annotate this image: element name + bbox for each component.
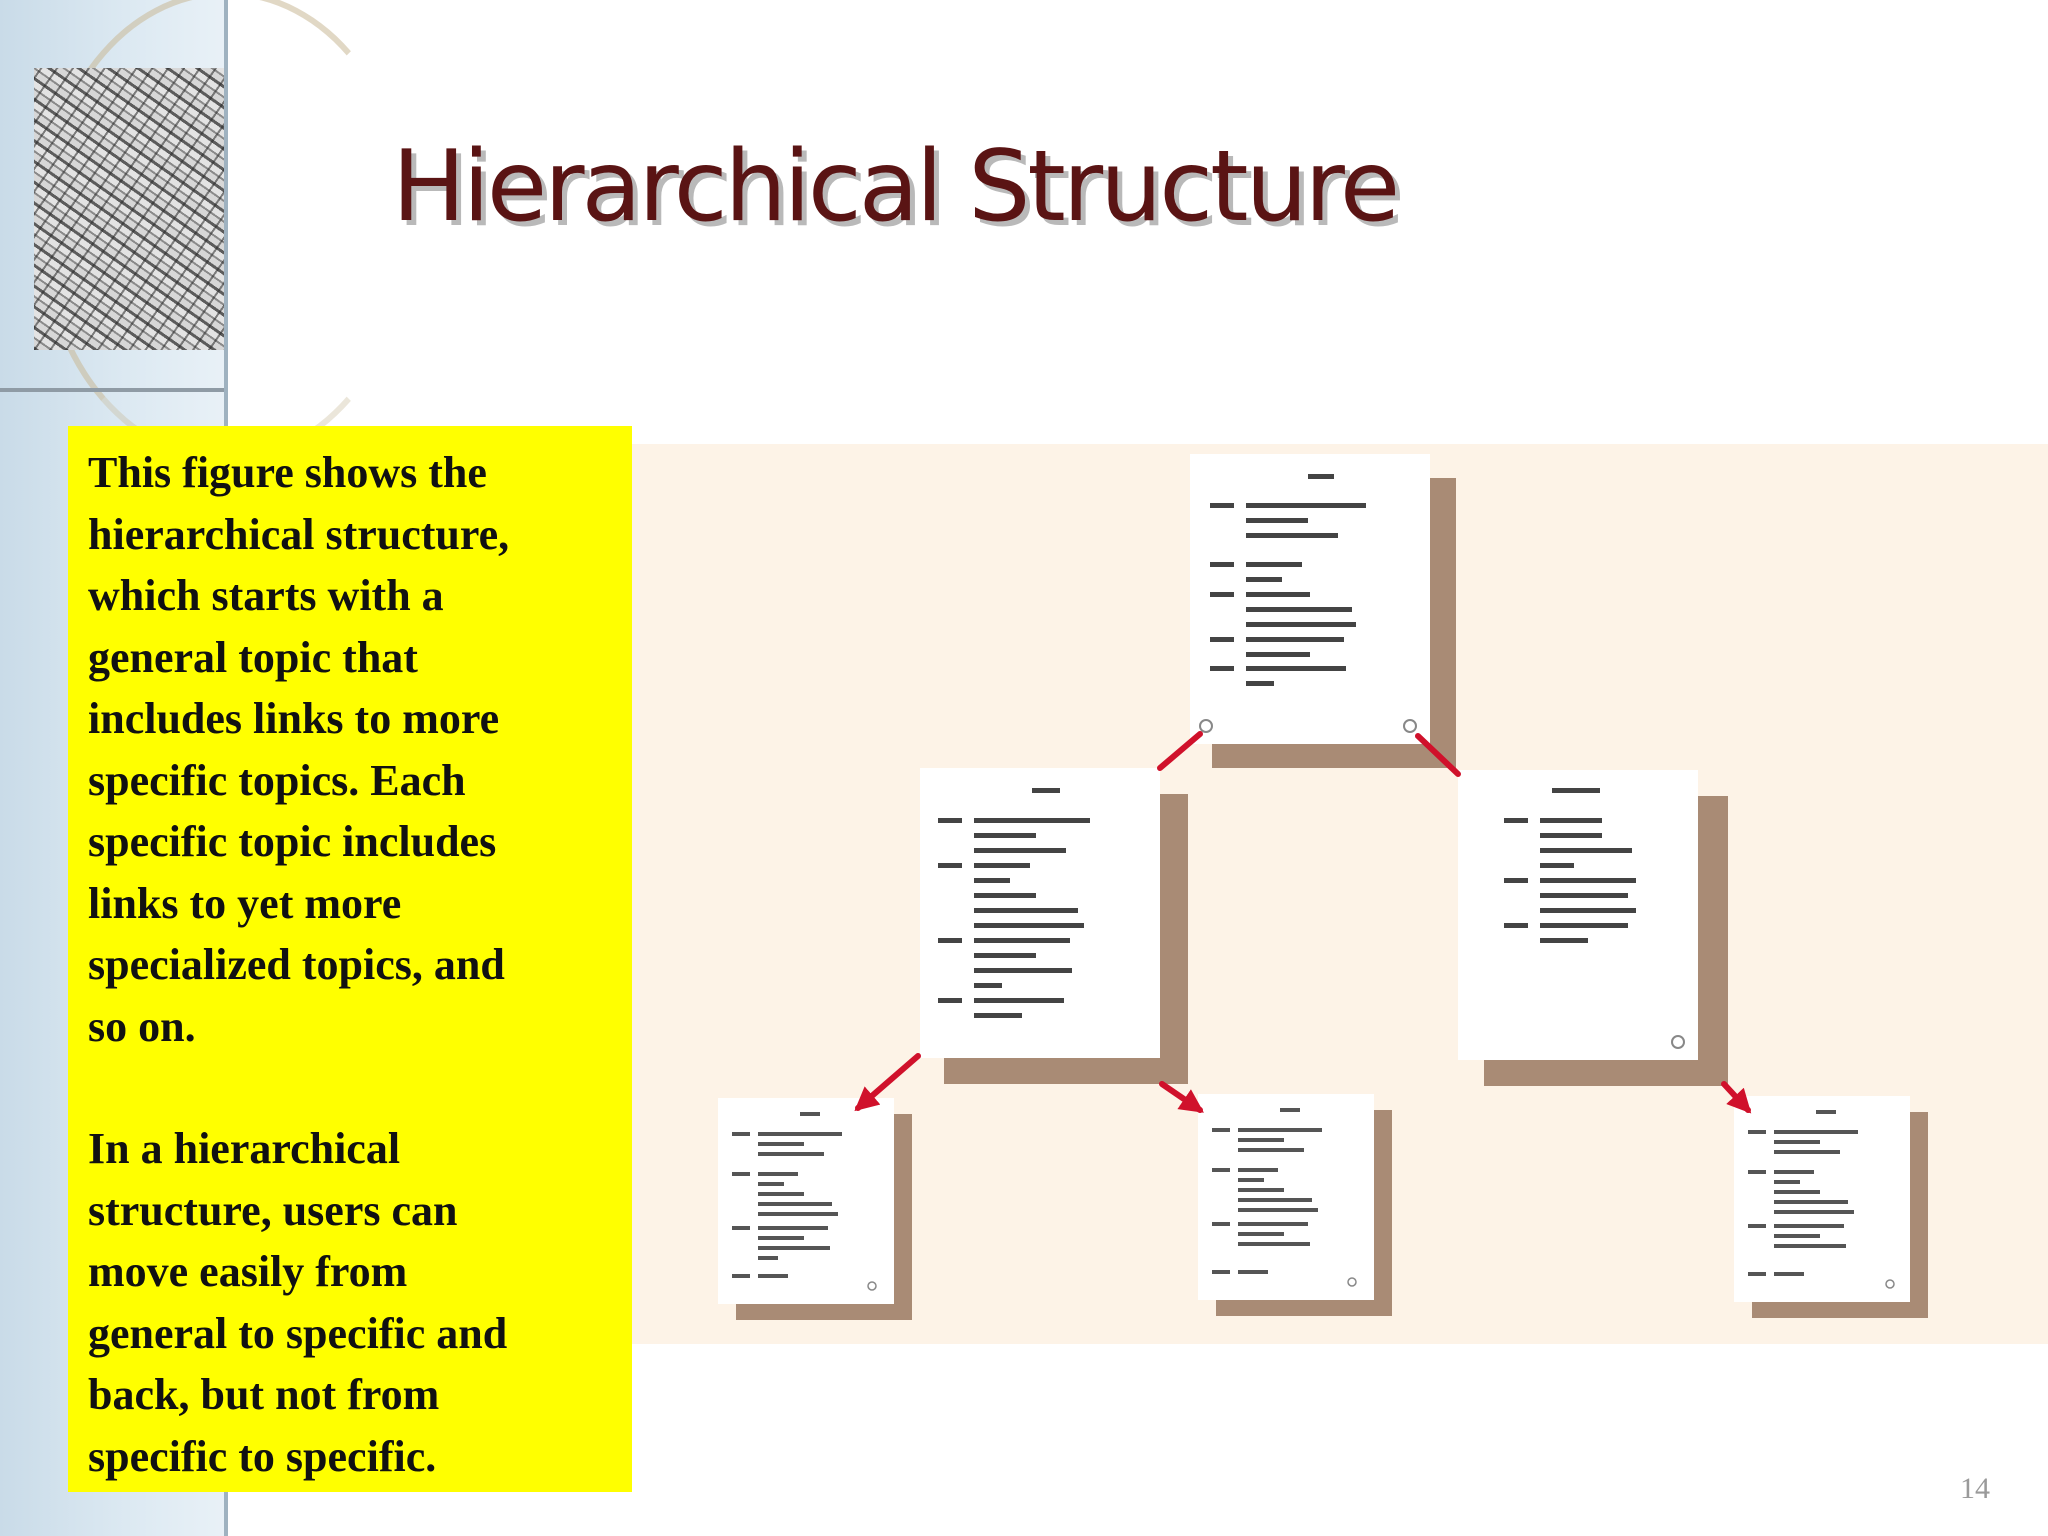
description-paragraph-1: This figure shows the hierarchical structure, which starts with a general topic that includes links to more specific topics. Each specific topic includes links to yet more specialized topics, and so on. bbox=[88, 448, 510, 1051]
hierarchy-diagram bbox=[632, 444, 2048, 1344]
hierarchy-figure bbox=[632, 444, 2048, 1344]
sidebar-divider bbox=[0, 388, 228, 392]
description-paragraph-2: In a hierarchical structure, users can move easily from general to specific and back, but not from specific to specific. bbox=[88, 1124, 508, 1481]
description-box bbox=[68, 426, 632, 1492]
left-page bbox=[920, 768, 1188, 1084]
bottom-left-page bbox=[718, 1098, 912, 1320]
bottom-middle-page bbox=[1198, 1094, 1392, 1316]
slide-number: 14 bbox=[1960, 1472, 1990, 1505]
right-page bbox=[1458, 770, 1728, 1086]
decorative-photo bbox=[34, 68, 226, 350]
root-page bbox=[1190, 454, 1456, 768]
slide-title: Hierarchical Structure bbox=[392, 130, 1398, 244]
bottom-right-page bbox=[1734, 1096, 1928, 1318]
